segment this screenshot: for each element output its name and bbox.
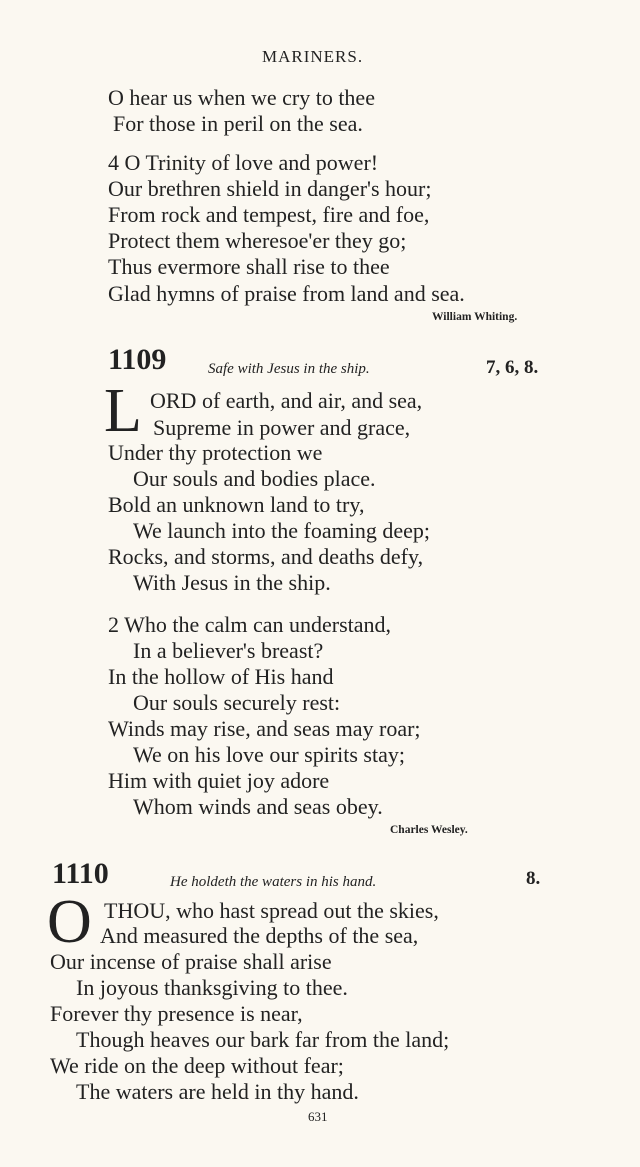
verse-line: O hear us when we cry to thee <box>108 85 375 110</box>
verse-line: In joyous thanksgiving to thee. <box>76 975 348 1000</box>
drop-cap: L <box>104 377 142 445</box>
verse-line: Under thy protection we <box>108 440 323 465</box>
verse-line: Supreme in power and grace, <box>153 415 411 440</box>
verse-line: Bold an unknown land to try, <box>108 492 365 517</box>
author-attribution: Charles Wesley. <box>390 824 468 836</box>
verse-line: Winds may rise, and seas may roar; <box>108 716 421 741</box>
verse-line: Our souls securely rest: <box>133 690 341 715</box>
verse-line: For those in peril on the sea. <box>113 111 363 136</box>
verse-line: Our souls and bodies place. <box>133 466 376 491</box>
verse-line: Our brethren shield in danger's hour; <box>108 176 432 201</box>
hymn-number: 1110 <box>52 857 109 890</box>
verse-line: In the hollow of His hand <box>108 664 334 689</box>
verse-line: Forever thy presence is near, <box>50 1001 303 1026</box>
verse-line: With Jesus in the ship. <box>133 570 331 595</box>
author-attribution: William Whiting. <box>432 311 518 323</box>
hymn-title: He holdeth the waters in his hand. <box>170 874 377 890</box>
drop-cap: O <box>47 888 92 956</box>
verse-line: 4 O Trinity of love and power! <box>108 150 379 175</box>
verse-line: We ride on the deep without fear; <box>50 1053 344 1078</box>
verse-line: In a believer's breast? <box>133 638 324 663</box>
verse-line: We launch into the foaming deep; <box>133 518 430 543</box>
verse-line: Though heaves our bark far from the land; <box>76 1027 450 1052</box>
verse-line: Glad hymns of praise from land and sea. <box>108 281 465 306</box>
verse-line: ORD of earth, and air, and sea, <box>150 388 423 413</box>
verse-line: THOU, who hast spread out the skies, <box>104 898 439 923</box>
verse-line: Our incense of praise shall arise <box>50 949 332 974</box>
verse-line: Protect them wheresoe'er they go; <box>108 228 407 253</box>
verse-line: Rocks, and storms, and deaths defy, <box>108 544 424 569</box>
verse-line: Whom winds and seas obey. <box>133 794 383 819</box>
page-number: 631 <box>308 1109 328 1124</box>
verse-line: We on his love our spirits stay; <box>133 742 405 767</box>
hymn-meter: 8. <box>526 868 541 889</box>
verse-line: The waters are held in thy hand. <box>76 1079 359 1104</box>
verse-line: 2 Who the calm can understand, <box>108 612 392 637</box>
verse-line: Him with quiet joy adore <box>108 768 330 793</box>
hymn-meter: 7, 6, 8. <box>486 357 539 378</box>
verse-line: From rock and tempest, fire and foe, <box>108 202 430 227</box>
running-header: MARINERS. <box>262 47 364 66</box>
hymn-title: Safe with Jesus in the ship. <box>208 361 370 377</box>
verse-line: Thus evermore shall rise to thee <box>108 254 390 279</box>
verse-line: And measured the depths of the sea, <box>100 923 419 948</box>
hymn-number: 1109 <box>108 343 167 376</box>
